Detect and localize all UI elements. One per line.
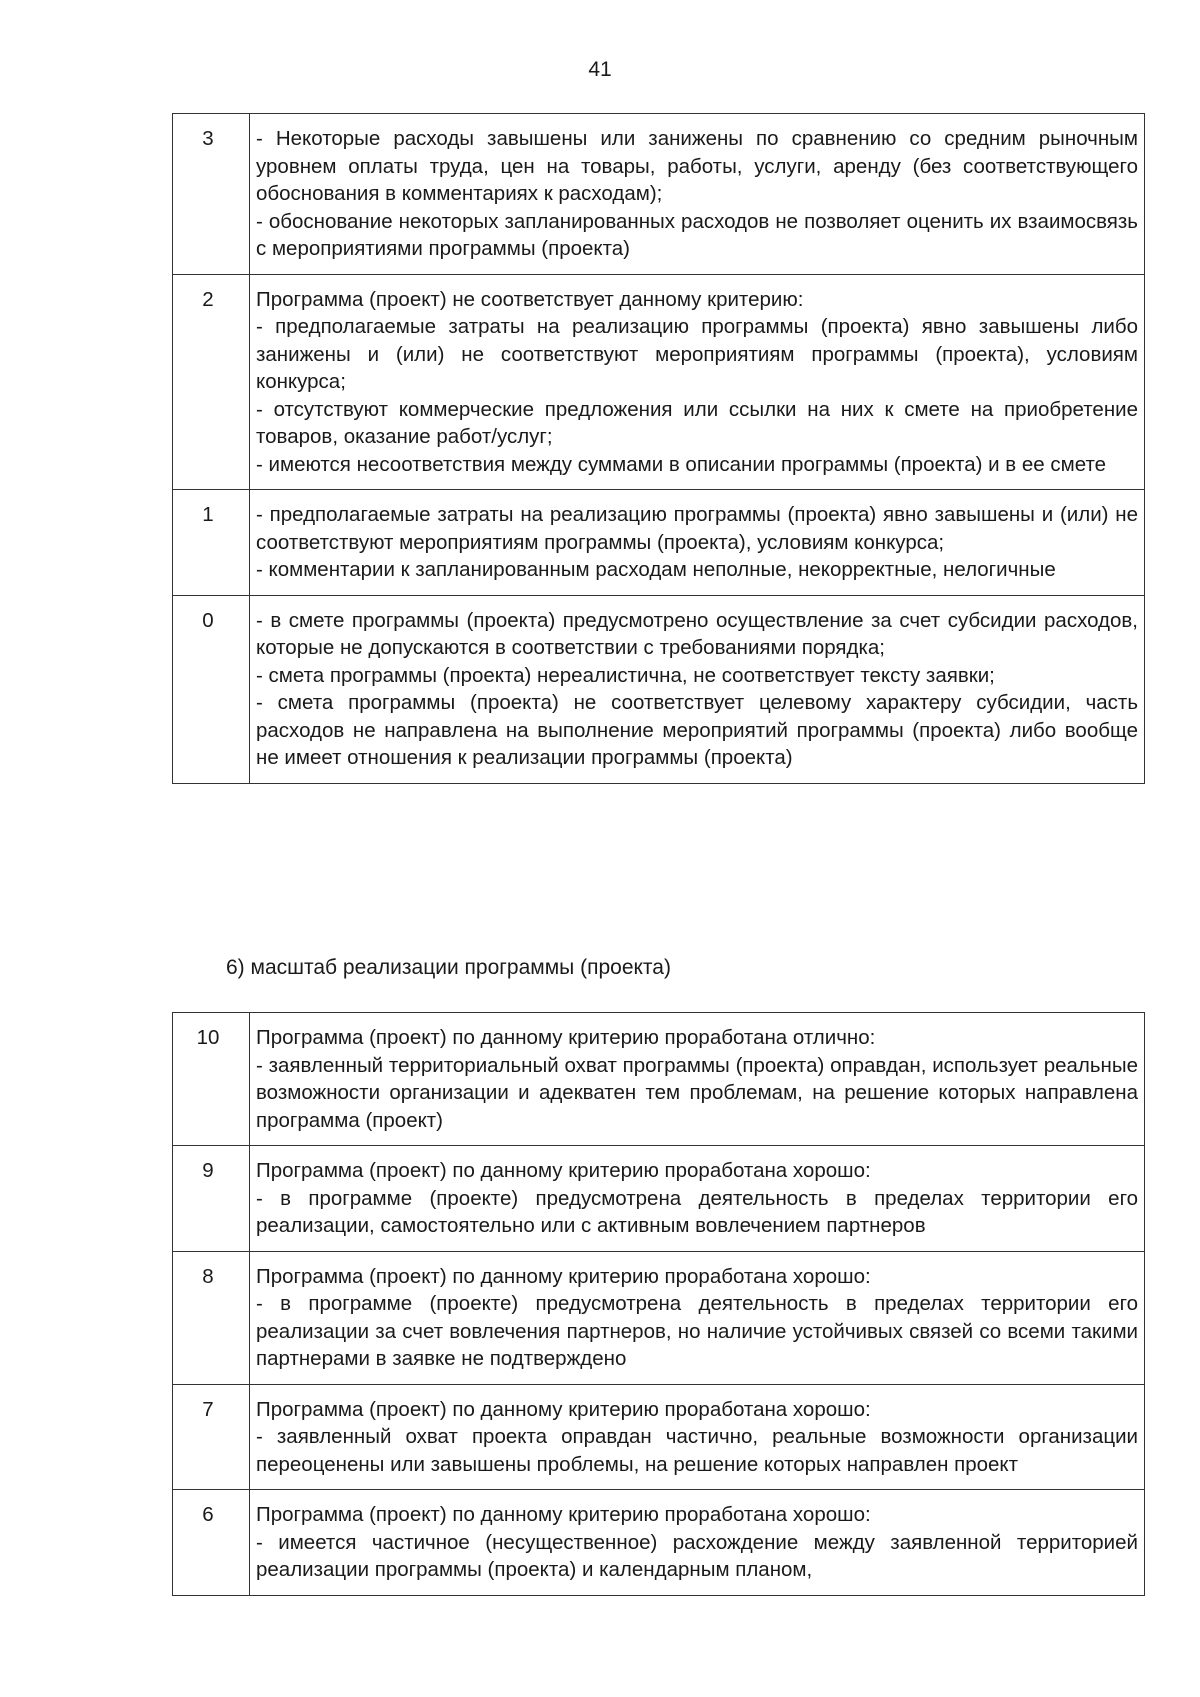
description-cell bbox=[250, 490, 1145, 596]
description-line: - имеются несоответствия между суммами в описании программы (проекта) и в ее смете bbox=[256, 452, 1107, 476]
description-cell bbox=[250, 1384, 1145, 1490]
table-row bbox=[173, 274, 1145, 490]
description-line: - в программе (проекте) предусмотрена деятельность в пределах территории его реализации, самостоятельно или с активным вовлечением партнеров bbox=[256, 1186, 1138, 1237]
description-line: Программа (проект) по данному критерию проработана хорошо: bbox=[256, 1264, 871, 1288]
section-heading: 6) масштаб реализации программы (проекта) bbox=[226, 956, 671, 979]
score-cell: 10 bbox=[173, 1013, 250, 1146]
description-cell bbox=[250, 114, 1145, 275]
description-line: - отсутствуют коммерческие предложения или ссылки на них к смете на приобретение товаров, оказание работ/услуг; bbox=[256, 397, 1138, 448]
description-line: - смета программы (проекта) не соответствует целевому характеру субсидии, часть расходов не направлена на выполнение мероприятий программы (проекта) либо вообще не имеет отношения к реализации программы (проекта) bbox=[256, 691, 1138, 769]
page-number: 41 bbox=[588, 58, 612, 81]
score-cell: 7 bbox=[173, 1384, 250, 1490]
description-line: - предполагаемые затраты на реализацию программы (проекта) явно завышены либо занижены и (или) не соответствуют мероприятиям программы (проекта), условиям конкурса; bbox=[256, 315, 1138, 393]
score-cell: 9 bbox=[173, 1146, 250, 1252]
description-line: - в программе (проекте) предусмотрена деятельность в пределах территории его реализации за счет вовлечения партнеров, но наличие устойчивых связей со всеми такими партнерами в заявке не подтверждено bbox=[256, 1292, 1138, 1370]
description-cell bbox=[250, 1013, 1145, 1146]
table-row bbox=[173, 1013, 1145, 1146]
table-row bbox=[173, 1146, 1145, 1252]
description-line: - комментарии к запланированным расходам неполные, некорректные, нелогичные bbox=[256, 558, 1056, 581]
table-row bbox=[173, 1251, 1145, 1384]
score-cell: 2 bbox=[173, 274, 250, 490]
table-row bbox=[173, 490, 1145, 596]
table-row bbox=[173, 595, 1145, 783]
description-cell bbox=[250, 1490, 1145, 1596]
score-cell: 0 bbox=[173, 595, 250, 783]
description-line: - заявленный территориальный охват программы (проекта) оправдан, использует реальные возможности организации и адекватен тем проблемам, на решение которых направлена программа (проект) bbox=[256, 1053, 1138, 1132]
description-line: Программа (проект) по данному критерию проработана хорошо: bbox=[256, 1159, 871, 1182]
description-cell bbox=[250, 1146, 1145, 1252]
score-cell: 6 bbox=[173, 1490, 250, 1596]
description-line: - обоснование некоторых запланированных расходов не позволяет оценить их взаимосвязь с мероприятиями программы (проекта) bbox=[256, 209, 1138, 260]
table-row bbox=[173, 1384, 1145, 1490]
description-line: - Некоторые расходы завышены или занижены по сравнению со средним рыночным уровнем оплаты труда, цен на товары, работы, услуги, аренду (без соответствующего обоснования в комментариях к расходам); bbox=[256, 127, 1138, 205]
score-cell: 3 bbox=[173, 114, 250, 275]
score-cell: 1 bbox=[173, 490, 250, 596]
description-line: Программа (проект) по данному критерию проработана хорошо: bbox=[256, 1397, 871, 1421]
description-line: - предполагаемые затраты на реализацию программы (проекта) явно завышены и (или) не соответствуют мероприятиям программы (проекта), условиям конкурса; bbox=[256, 503, 1138, 554]
description-line: Программа (проект) не соответствует данному критерию: bbox=[256, 287, 804, 311]
table-row bbox=[173, 1490, 1145, 1596]
description-line: - имеется частичное (несущественное) расхождение между заявленной территорией реализации программы (проекта) и календарным планом, bbox=[256, 1530, 1138, 1581]
criteria-table-budget bbox=[172, 113, 1145, 784]
description-line: Программа (проект) по данному критерию проработана отлично: bbox=[256, 1026, 876, 1049]
criteria-table-scale bbox=[172, 1012, 1145, 1596]
table-row bbox=[173, 114, 1145, 275]
score-cell: 8 bbox=[173, 1251, 250, 1384]
description-cell bbox=[250, 1251, 1145, 1384]
description-line: - смета программы (проекта) нереалистична, не соответствует тексту заявки; bbox=[256, 663, 995, 687]
description-cell bbox=[250, 274, 1145, 490]
description-cell bbox=[250, 595, 1145, 783]
description-line: Программа (проект) по данному критерию проработана хорошо: bbox=[256, 1503, 871, 1526]
description-line: - заявленный охват проекта оправдан частично, реальные возможности организации переоценены или завышены проблемы, на решение которых направлен проект bbox=[256, 1425, 1138, 1476]
description-line: - в смете программы (проекта) предусмотрено осуществление за счет субсидии расходов, которые не допускаются в соответствии с требованиями порядка; bbox=[256, 608, 1138, 659]
